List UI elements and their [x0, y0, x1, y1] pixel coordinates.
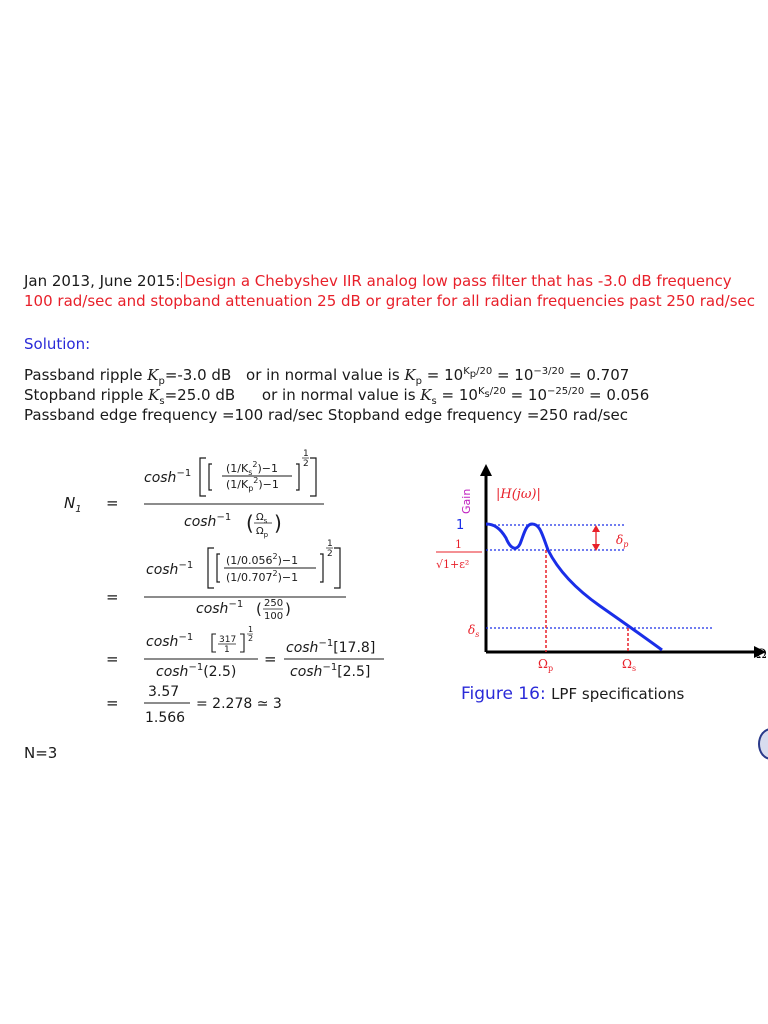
passband-exponent: −3/20	[533, 366, 565, 377]
row4-result: = 2.278 ≃ 3	[196, 696, 282, 712]
kp-symbol: K	[147, 366, 159, 384]
svg-text:2: 2	[248, 634, 254, 643]
figure-caption	[461, 684, 684, 704]
svg-text:1: 1	[248, 625, 254, 634]
svg-text:=: =	[106, 588, 119, 606]
ks-symbol: K	[148, 386, 160, 404]
svg-text:(1/Kp2)−1: $(1/K_p^2)-1$	[226, 476, 279, 493]
solution-label: Solution:	[24, 335, 91, 353]
omega-p-label: $\Omega_p$	[538, 657, 554, 673]
one-label: 1	[456, 518, 465, 533]
svg-text:250: 250	[264, 598, 284, 609]
svg-text:cosh−1[2.5]: $\cosh^{-1}[2.5]$	[290, 662, 371, 680]
row4-numerator: 3.57	[148, 684, 180, 700]
university-logo-icon	[758, 728, 768, 760]
svg-text:=: =	[106, 650, 119, 668]
problem-lead: Jan 2013, June 2015:	[24, 272, 181, 290]
omega-axis-label: Ω	[756, 647, 767, 662]
lpf-figure	[420, 462, 768, 678]
stopband-normal-text: or in normal value is	[261, 386, 421, 404]
svg-text:=: =	[106, 694, 119, 712]
caption-text: LPF specifications	[551, 685, 685, 703]
svg-text:=: =	[264, 650, 277, 668]
equation-block	[0, 440, 440, 740]
svg-text:1: 1	[224, 645, 230, 655]
stopband-label: Stopband ripple	[24, 386, 149, 404]
gain-axis-label: Gain	[460, 488, 473, 514]
stopband-exponent: −25/20	[547, 386, 585, 397]
text-caret	[181, 272, 182, 288]
response-curve	[486, 524, 662, 650]
svg-text:): )	[274, 511, 282, 535]
svg-text:cosh−1(2.5): $\cosh^{-1}(2.5)$	[156, 662, 237, 680]
problem-text: Design a Chebyshev IIR analog low pass filter that has -3.0 dB frequency 100 rad/sec and stopband attenuation 25 dB or grater for all radian frequencies past 250 rad/sec	[24, 272, 755, 310]
omega-s-label: $\Omega_s$	[622, 657, 637, 673]
svg-text:317: 317	[219, 635, 237, 645]
svg-text:cosh−1[17.8]: $\cosh^{-1}[17.8]$	[286, 638, 376, 656]
caption-label: Figure 16:	[461, 684, 546, 704]
stopband-result: = 0.056	[584, 386, 650, 404]
passband-label: Passband ripple	[24, 366, 148, 384]
passband-line: Passband ripple $K_p=-3.0$ dB or in normal value is $K_p = 10^{K_p/20} = 10^{-3/20} = 0.707$	[24, 366, 630, 387]
kp-sub: p	[158, 376, 165, 387]
equals-1: =	[106, 494, 119, 512]
result-n: N=3	[24, 744, 58, 762]
svg-text:cosh−1: $\cosh^{-1}$	[196, 599, 244, 617]
passband-result: = 0.707	[564, 366, 630, 384]
svg-text:cosh−1: $\cosh^{-1}$	[184, 512, 232, 530]
eps-numerator: 1	[455, 538, 462, 551]
svg-text:100: 100	[264, 611, 284, 622]
svg-text:cosh−1: $\cosh^{-1}$	[146, 632, 194, 650]
svg-text:(1/0.7072)−1: $(1/0.707^2)-1$	[226, 569, 299, 584]
passband-normal-text: or in normal value is	[246, 366, 405, 384]
svg-text:(1/Ks2)−1: $(1/K_s^2)-1$	[226, 460, 278, 477]
svg-text:(1/0.0562)−1: $(1/0.056^2)-1$	[226, 552, 299, 567]
svg-text:1: 1	[303, 449, 309, 459]
row4-denominator: 1.566	[145, 710, 186, 726]
cosh-r1-num: $\cosh^{-1}$	[144, 468, 192, 486]
eps-denominator: √1+ε²	[436, 558, 470, 571]
ks-value: =25.0 dB	[164, 386, 236, 404]
ks-sub: s	[159, 396, 165, 407]
svg-text:2: 2	[327, 549, 333, 559]
svg-text:(: (	[256, 600, 262, 618]
problem-statement	[24, 271, 764, 311]
n1-symbol: $N_1$	[64, 494, 82, 515]
svg-text:Ωs: $\Omega_s$	[256, 512, 268, 525]
delta-s-label: $\delta_s$	[468, 623, 480, 639]
svg-text:Ωp: $\Omega_p$	[256, 526, 269, 539]
stopband-line: Stopband ripple $K_s=25.0$ dB or in normal value is $K_s = 10^{K_s/20} = 10^{-25/20} = 0.056$	[24, 386, 650, 407]
edge-frequencies: Passband edge frequency =100 rad/sec Stopband edge frequency =250 rad/sec	[24, 406, 629, 424]
svg-text:cosh−1: $\cosh^{-1}$	[146, 560, 194, 578]
svg-text:1: 1	[327, 539, 333, 549]
delta-p-label: $\delta_p$	[616, 533, 629, 549]
kp-value: =-3.0 dB	[164, 366, 232, 384]
svg-text:2: 2	[303, 459, 309, 469]
svg-text:(: (	[246, 511, 254, 535]
svg-text:): )	[285, 600, 291, 618]
hjw-label: |H(jω)|	[496, 487, 541, 502]
